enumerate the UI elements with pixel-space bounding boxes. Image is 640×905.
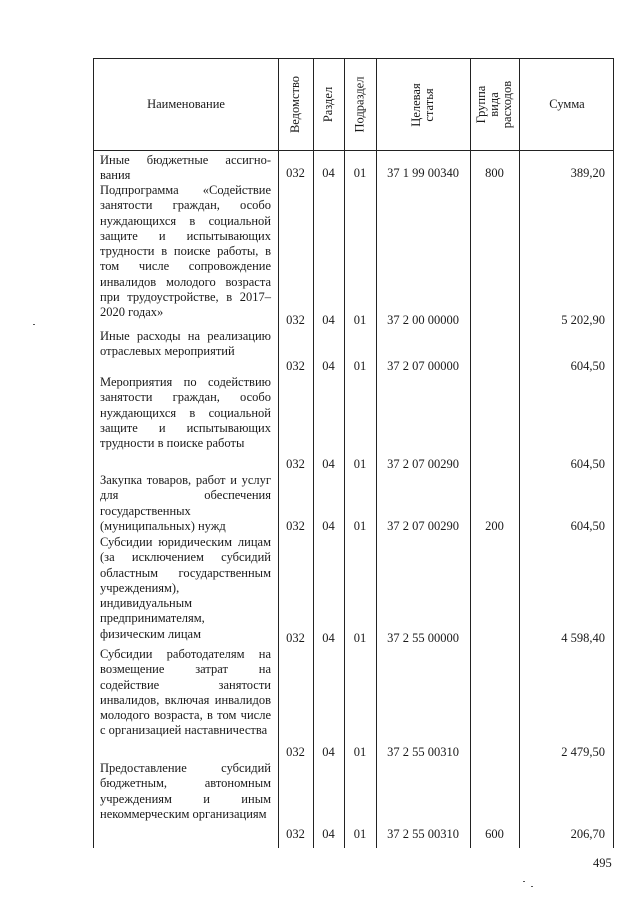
- row-8-target: 37 2 55 00310: [387, 827, 459, 841]
- row-6-sum: 4 598,40: [561, 631, 605, 645]
- header-sum: [519, 59, 615, 150]
- header-vedomstvo: [278, 59, 313, 150]
- row-7-name: Субсидии работодателям на возмещение затрат на содействие занятости инвалидов, включая инвалидов молодого возраста, в том числе с организацией наставничества: [100, 647, 271, 738]
- header-group: [470, 59, 519, 150]
- row-8-sum: 206,70: [570, 827, 605, 841]
- header-podrazdel: [344, 59, 376, 150]
- row-7-ved: 032: [286, 745, 305, 759]
- scan-speck: [523, 881, 525, 882]
- col-divider: [519, 59, 520, 848]
- header-target: [376, 59, 470, 150]
- row-1-target: 37 1 99 00340: [387, 166, 459, 180]
- row-5-ved: 032: [286, 519, 305, 533]
- page-number: 495: [593, 856, 612, 870]
- row-7-target: 37 2 55 00310: [387, 745, 459, 759]
- row-4-sum: 604,50: [570, 457, 605, 471]
- row-2-name: Подпрограмма «Содействие занятости граждан, особо нуждающихся в социальной защите и испытывающих трудности в поиске работы, в том числе сопровождение инвалидов молодого возраста при трудоустройстве, в 2017–2020 годах»: [100, 183, 271, 320]
- scan-speck: [33, 324, 35, 325]
- row-6-ved: 032: [286, 631, 305, 645]
- header-sum-label: Сумма: [549, 97, 585, 111]
- row-5-razd: 04: [322, 519, 335, 533]
- header-target-label: Целевая статья: [409, 82, 436, 127]
- row-5-sum: 604,50: [570, 519, 605, 533]
- row-8-name: Предоставление субсидий бюджетным, автономным учреждениям и иным некоммерческим организациям: [100, 761, 271, 821]
- row-1-group: 800: [485, 166, 504, 180]
- header-name: [94, 59, 278, 150]
- row-7-sum: 2 479,50: [561, 745, 605, 759]
- row-5-group: 200: [485, 519, 504, 533]
- header-podrazdel-label: Подраздел: [352, 76, 367, 133]
- row-6-target: 37 2 55 00000: [387, 631, 459, 645]
- row-8-podr: 01: [353, 827, 367, 841]
- row-2-razd: 04: [322, 313, 335, 327]
- row-8-razd: 04: [322, 827, 335, 841]
- row-4-target: 37 2 07 00290: [387, 457, 459, 471]
- row-3-podr: 01: [353, 359, 367, 373]
- row-2-sum: 5 202,90: [561, 313, 605, 327]
- header-vedomstvo-label: Ведомство: [288, 75, 302, 134]
- row-3-sum: 604,50: [570, 359, 605, 373]
- header-group-label: Группа вида расходов: [474, 80, 514, 129]
- header-name-label: Наименование: [147, 97, 225, 111]
- row-8-group: 600: [485, 827, 504, 841]
- header-divider: [94, 150, 613, 151]
- row-5-podr: 01: [353, 519, 367, 533]
- row-2-podr: 01: [353, 313, 367, 327]
- budget-table: [93, 58, 614, 848]
- row-8-ved: 032: [286, 827, 305, 841]
- row-1-name: Иные бюджетные ассигно-вания: [100, 153, 271, 183]
- row-4-podr: 01: [353, 457, 367, 471]
- row-3-target: 37 2 07 00000: [387, 359, 459, 373]
- row-3-name: Иные расходы на реализацию отраслевых мероприятий: [100, 329, 271, 359]
- row-6-razd: 04: [322, 631, 335, 645]
- row-1-sum: 389,20: [570, 166, 605, 180]
- row-3-ved: 032: [286, 359, 305, 373]
- row-6-name: Субсидии юридическим лицам (за исключением субсидий областным государственным учреждениям), индивидуальным предпринимателям, физическим лицам: [100, 535, 271, 641]
- row-6-podr: 01: [353, 631, 367, 645]
- row-7-razd: 04: [322, 745, 335, 759]
- row-5-name: Закупка товаров, работ и услуг для обеспечения государственных (муниципальных) нужд: [100, 473, 271, 533]
- row-4-razd: 04: [322, 457, 335, 471]
- row-1-razd: 04: [322, 166, 335, 180]
- row-1-ved: 032: [286, 166, 305, 180]
- row-2-ved: 032: [286, 313, 305, 327]
- row-1-podr: 01: [353, 166, 367, 180]
- scan-speck: [531, 886, 533, 887]
- header-razdel-label: Раздел: [321, 86, 336, 123]
- row-5-target: 37 2 07 00290: [387, 519, 459, 533]
- row-2-target: 37 2 00 00000: [387, 313, 459, 327]
- row-7-podr: 01: [353, 745, 367, 759]
- row-4-name: Мероприятия по содействию занятости граждан, особо нуждающихся в социальной защите и испытывающих трудности в поиске работы: [100, 375, 271, 451]
- row-4-ved: 032: [286, 457, 305, 471]
- header-razdel: [313, 59, 344, 150]
- row-3-razd: 04: [322, 359, 335, 373]
